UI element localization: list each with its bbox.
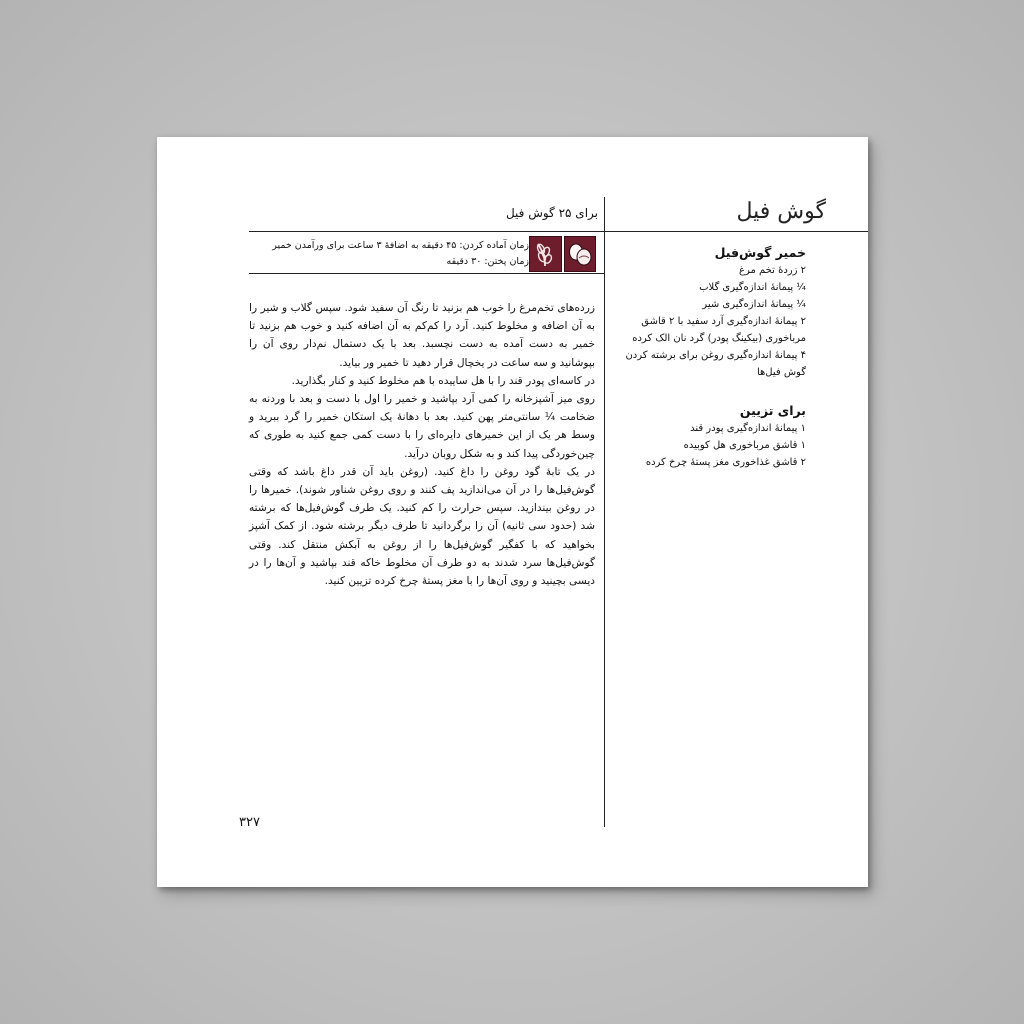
wheat-icon xyxy=(529,236,562,272)
instruction-paragraph: روی میز آشپزخانه را کمی آرد بپاشید و خمیر را اول با دست و بعد با وردنه به ضخامت ¼ سانتی‌متر پهن کنید. بعد با دهانهٔ یک استکان خمیر را گرد ببرید و وسط هر یک از این خمیرهای دایره‌ای را با دست کمی جمع کنید به طوری که چین‌خوردگی پیدا کند و به شکل روبان درآید. xyxy=(249,393,595,460)
ingredient-item: ۴ پیمانهٔ اندازه‌گیری روغن برای برشته کردن گوش فیل‌ها xyxy=(625,350,806,378)
garnish-list xyxy=(616,420,806,471)
ingredient-item: ۲ زردهٔ تخم مرغ xyxy=(739,265,806,276)
ingredient-item: ۲ قاشق غذاخوری مغز پستهٔ چرخ کرده xyxy=(645,457,806,468)
instruction-paragraph: در یک تابهٔ گود روغن را داغ کنید. (روغن باید آن قدر داغ باشد که وقتی گوش‌فیل‌ها را در آن می‌اندازید پف کنند و روی روغن شناور شوند). خمیرها را در روغن بیندازید. سپس حرارت را کم کنید. یک طرف گوش‌فیل‌ها که برشته شد (حدود سی ثانیه) آن را برگردانید تا طرف دیگر برشته شود. از کمک آشپز بخواهید که با کفگیر گوش‌فیل‌ها را از روغن به آبکش منتقل کند. وقتی گوش‌فیل‌ها سرد شدند به دو طرف آن مخلوط خاکه قند بپاشید و آن‌ها را در دیسی بچینید و روی آن‌ها را با مغز پستهٔ چرخ کرده تزیین کنید. xyxy=(249,465,595,588)
instruction-paragraph: زرده‌های تخم‌مرغ را خوب هم بزنید تا رنگ آن سفید شود. سپس گلاب و شیر را به آن اضافه و مخلوط کنید. آرد را کم‌کم به آن اضافه کنید و خوب هم بزنید تا خمیر به دست آمده به دست نچسبد. بعد با یک دستمال نم‌دار روی آن را بپوشانید و سه ساعت در یخچال قرار دهید تا خمیر ور بیاید. xyxy=(249,302,595,369)
ingredient-item: ۱ پیمانهٔ اندازه‌گیری پودر قند xyxy=(690,423,806,434)
instruction-paragraph: در کاسه‌ای پودر قند را با هل ساییده با هم مخلوط کنید و کنار بگذارید. xyxy=(291,374,595,387)
ingredient-item: ¼ پیمانهٔ اندازه‌گیری گلاب xyxy=(699,282,806,293)
cook-time: زمان پختن: ۳۰ دقیقه xyxy=(446,256,529,267)
dough-list xyxy=(616,262,806,381)
prep-time: زمان آماده کردن: ۴۵ دقیقه به اضافهٔ ۳ ساعت برای ورآمدن خمیر xyxy=(272,240,529,251)
column-divider xyxy=(604,197,605,827)
book-page xyxy=(157,137,868,887)
recipe-title: گوش فیل xyxy=(736,199,826,224)
garnish-heading: برای تزیین xyxy=(739,403,806,418)
dough-heading: خمیر گوش‌فیل xyxy=(714,245,806,260)
servings-label: برای ۲۵ گوش فیل xyxy=(505,206,598,220)
instructions xyxy=(249,299,595,590)
ingredient-item: ۱ قاشق مرباخوری هل کوبیده xyxy=(683,440,806,451)
recipe-times xyxy=(269,238,529,270)
recipe-icons xyxy=(529,236,596,270)
page-number: ۳۲۷ xyxy=(239,815,260,830)
eggs-icon xyxy=(564,236,597,272)
header-rule xyxy=(249,231,868,232)
ingredient-item: ¼ پیمانهٔ اندازه‌گیری شیر xyxy=(702,299,806,310)
meta-rule xyxy=(249,273,604,274)
ingredients-column xyxy=(616,245,806,471)
ingredient-item: ۲ پیمانهٔ اندازه‌گیری آرد سفید با ۲ قاشق مرباخوری (بیکینگ پودر) گرد نان الک کرده xyxy=(632,316,806,344)
